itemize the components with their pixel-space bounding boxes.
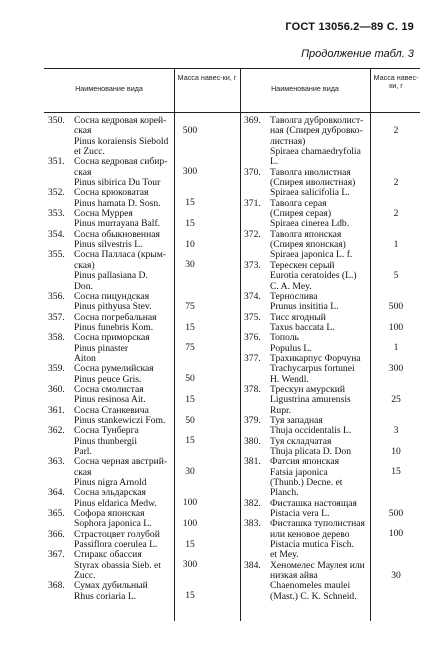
species-number: 366. (48, 528, 65, 540)
table-row (48, 530, 240, 551)
species-number: 360. (48, 383, 65, 395)
sample-mass: 15 (185, 590, 195, 602)
species-name: Сосна черная австрий- ская Pinus nigra Arnold (74, 456, 168, 489)
table-row (48, 488, 240, 509)
table-row (244, 561, 420, 602)
left-column (48, 116, 240, 602)
sample-mass: 75 (185, 300, 195, 312)
sample-mass: 2 (393, 176, 399, 188)
species-name: Сосна погребальная Pinus funebris Kom. (74, 311, 157, 333)
sample-mass: 500 (182, 125, 198, 136)
species-name: Трахикарпус Форчуна Trachycarpus fortunei H. Wendl. (270, 352, 361, 385)
species-name: Таволга серая (Спирея серая) Spiraea cinerea Ldb. (270, 197, 350, 230)
species-number: 368. (48, 580, 65, 592)
species-number: 365. (48, 508, 65, 520)
species-name: Фатсия японская Fatsia japonica (Thunb.) Decne. et Planch. (270, 456, 343, 499)
species-name: Туя складчатая Thuja plicata D. Don (270, 435, 351, 457)
species-name: Сосна приморская Pinus pinaster Aiton (74, 332, 150, 364)
sample-mass: 1 (393, 342, 399, 354)
sample-mass: 30 (185, 466, 195, 478)
species-number: 355. (48, 249, 65, 261)
species-name: Таволга дубровколист- ная (Спирея дубровко- листная) Spiraea chamaedryfolia L. (270, 115, 364, 168)
table-row (244, 416, 420, 437)
table-continuation-label: Продолжение табл. 3 (301, 48, 414, 60)
table-row (48, 550, 240, 581)
species-number: 376. (244, 332, 261, 344)
species-number: 375. (244, 311, 261, 323)
header-name-left: Наименование вида (75, 84, 143, 93)
species-number: 382. (244, 497, 261, 509)
table-row (244, 292, 420, 313)
sample-mass: 2 (393, 125, 399, 136)
table-row (48, 188, 240, 209)
species-number: 381. (244, 456, 261, 468)
header-bottom-rule (44, 112, 420, 113)
species-number: 373. (244, 259, 261, 271)
species-name: Тополь Populus L. (270, 332, 312, 354)
col-divider-2 (240, 68, 241, 621)
table-row (244, 437, 420, 458)
header-name-right: Наименование вида (271, 84, 339, 93)
sample-mass: 15 (185, 435, 195, 447)
species-number: 362. (48, 425, 65, 437)
species-number: 377. (244, 352, 261, 364)
species-number: 380. (244, 435, 261, 447)
sample-mass: 3 (393, 424, 399, 436)
right-column (244, 116, 420, 602)
sample-mass: 50 (185, 414, 195, 426)
table-row (48, 157, 240, 188)
species-name: Сосна Муррея Pinus murrayana Balf. (74, 208, 161, 230)
species-number: 361. (48, 404, 65, 416)
species-name: Хеномелес Маулея или низкая айва Chaenomeles maulei (Mast.) C. K. Schneid. (270, 559, 365, 602)
sample-mass: 100 (182, 518, 198, 530)
species-name: Терескен серый Eurotia ceratoides (L.) C. A. Mey. (270, 259, 357, 292)
table-row (48, 250, 240, 291)
species-number: 367. (48, 549, 65, 561)
species-name: Тернослива Prunus insititia L. (270, 290, 339, 313)
sample-mass: 500 (388, 300, 404, 312)
species-table (44, 68, 420, 621)
species-number: 374. (244, 290, 261, 302)
table-row (244, 354, 420, 385)
table-row (48, 313, 240, 334)
table-row (48, 509, 240, 530)
species-number: 370. (244, 166, 261, 178)
sample-mass: 1 (393, 238, 399, 250)
sample-mass: 500 (388, 507, 404, 519)
species-name: Сосна Станкевича Pinus stankewiczi Fom. (74, 404, 166, 426)
table-row (244, 261, 420, 292)
sample-mass: 100 (182, 497, 198, 509)
species-number: 378. (244, 383, 261, 395)
species-name: Тисс ягодный Taxus baccata L. (270, 311, 335, 333)
table-row (48, 209, 240, 230)
species-name: Фисташка настоящая Pistacia vera L. (270, 497, 357, 520)
sample-mass: 300 (388, 362, 404, 374)
table-row (244, 499, 420, 520)
species-name: Сосна кедровая корей- ская Pinus koraiensis Siebold et Zucc. (74, 115, 169, 158)
table-row (48, 364, 240, 385)
sample-mass: 10 (391, 445, 401, 457)
species-number: 354. (48, 228, 65, 240)
sample-mass: 15 (185, 218, 195, 230)
species-number: 379. (244, 414, 261, 426)
sample-mass: 15 (185, 538, 195, 550)
species-name: Сосна смолистая Pinus resinosa Ait. (74, 383, 146, 406)
sample-mass: 10 (185, 238, 195, 250)
species-number: 353. (48, 208, 65, 220)
species-number: 369. (244, 115, 261, 126)
header-mass-left: Масса навес-ки, г (177, 73, 237, 82)
header-mass-right: Масса навес-ки, г (373, 73, 419, 91)
species-name: Страстоцвет голубой Passiflora coerulea L. (74, 528, 160, 551)
table-row (48, 333, 240, 364)
species-number: 357. (48, 311, 65, 323)
sample-mass: 5 (393, 269, 399, 281)
species-number: 352. (48, 187, 65, 199)
sample-mass: 50 (185, 373, 195, 385)
species-name: Сосна Палласа (крым- ская) Pinus pallasiana D. Don. (74, 249, 166, 292)
species-number: 364. (48, 487, 65, 499)
species-number: 351. (48, 156, 65, 168)
sample-mass: 30 (185, 259, 195, 271)
species-name: Таволга иволистная (Спирея иволистная) Spiraea salicifolia L. (270, 166, 356, 199)
sample-mass: 100 (388, 321, 404, 333)
table-row (48, 406, 240, 427)
sample-mass: 15 (185, 321, 195, 333)
species-number: 358. (48, 332, 65, 344)
table-row (244, 168, 420, 199)
table-row (244, 230, 420, 261)
table-row (244, 116, 420, 168)
table-row (48, 385, 240, 406)
table-row (244, 313, 420, 334)
table-row (244, 199, 420, 230)
document-code: ГОСТ 13056.2—89 С. 19 (285, 21, 414, 33)
species-name: Туя западная Thuja occidentalis L. (270, 414, 352, 437)
species-name: Сосна эльдарская Pinus eldarica Medw. (74, 487, 157, 509)
species-name: Сосна обыкновенная Pinus silvestris L. (74, 228, 160, 251)
species-name: Стиракс обассия Styrax obassia Sieb. et Zucc. (74, 549, 161, 582)
species-name: Трескун амурский Ligustrina amurensis Rupr. (270, 383, 351, 416)
sample-mass: 15 (185, 197, 195, 209)
table-row (48, 581, 240, 602)
table-row (48, 426, 240, 457)
species-number: 350. (48, 115, 65, 126)
table-row (48, 116, 240, 157)
species-number: 356. (48, 290, 65, 302)
table-row (244, 333, 420, 354)
species-number: 363. (48, 456, 65, 468)
species-name: Сосна крюковатая Pinus hamata D. Sosn. (74, 187, 161, 209)
species-number: 371. (244, 197, 261, 209)
species-name: Таволга японская (Спирея японская) Spiraea japonica L. f. (270, 228, 353, 261)
sample-mass: 300 (182, 559, 198, 571)
species-number: 359. (48, 363, 65, 375)
sample-mass: 300 (182, 166, 198, 178)
species-number: 383. (244, 518, 261, 530)
table-row (244, 519, 420, 560)
species-name: Сосна румелийская Pinus peuce Gris. (74, 363, 154, 385)
species-number: 384. (244, 559, 261, 571)
table-row (48, 292, 240, 313)
table-row (48, 230, 240, 251)
species-name: Сосна Тунберга Pinus thunbergii Parl. (74, 425, 139, 457)
sample-mass: 30 (391, 569, 401, 581)
sample-mass: 2 (393, 207, 399, 219)
species-name: Сосна кедровая сибир- ская Pinus sibirica Du Tour (74, 156, 168, 189)
species-number: 372. (244, 228, 261, 240)
table-top-rule (44, 68, 420, 69)
table-row (244, 457, 420, 498)
species-name: Сосна пицундская Pinus pithyusa Stev. (74, 290, 152, 313)
species-name: Фисташка туполистная или кеновое дерево Pistacia mutica Fisch. et Mey. (270, 518, 365, 561)
table-row (48, 457, 240, 488)
species-name: Софора японская Sophora japonica L. (74, 508, 152, 530)
sample-mass: 15 (391, 466, 401, 478)
sample-mass: 100 (388, 528, 404, 540)
sample-mass: 75 (185, 342, 195, 354)
sample-mass: 25 (391, 393, 401, 405)
table-row (244, 385, 420, 416)
species-name: Сумах дубильный Rhus coriaria L. (74, 580, 148, 602)
sample-mass: 15 (185, 393, 195, 405)
